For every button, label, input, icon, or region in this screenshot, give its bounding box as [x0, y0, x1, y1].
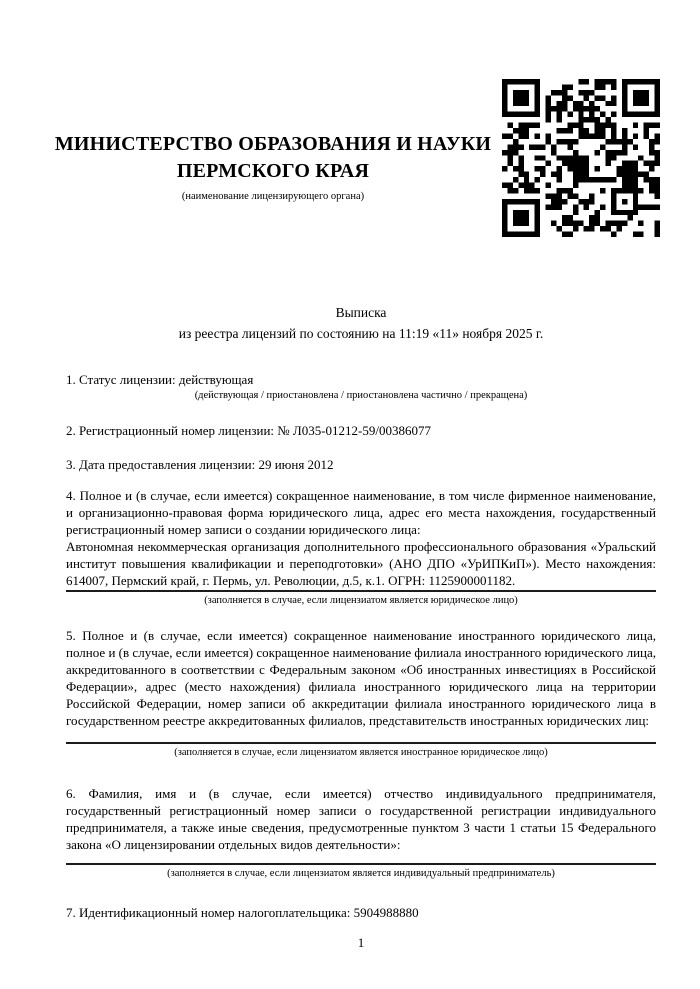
- document-body: [66, 302, 656, 951]
- field-2-registration-number: 2. Регистрационный номер лицензии: № Л035-01212-59/00386077: [66, 423, 432, 438]
- page-number: 1: [357, 935, 365, 950]
- field-6-question: 6. Фамилия, имя и (в случае, если имеется) отчество индивидуального предпринимателя, государственный регистрационный номер записи о государственной регистрации индивидуального предпринимателя, а также иные сведения, предусмотренные пунктом 3 части 1 статьи 15 Федерального закона «О лицензировании отдельных видов деятельности»:: [66, 786, 656, 852]
- qr-code: [502, 79, 660, 237]
- field-4-question: 4. Полное и (в случае, если имеется) сокращенное наименование, в том числе фирменное наименование, и организационно-правовая форма юридического лица, адрес его места нахождения, государственный регистрационный номер записи о создании юридического лица:: [66, 488, 656, 537]
- org-caption: (наименование лицензирующего органа): [181, 191, 365, 202]
- licensing-authority-header: [40, 131, 506, 203]
- field-5-answer: [66, 729, 656, 741]
- field-4-answer: Автономная некоммерческая организация дополнительного профессионального образования «Уральский институт повышения квалификации и переподготовки» (АНО ДПО «УрИПКиП»). Место нахождения: 614007, Пермский край, г. Пермь, ул. Революции, д.5, к.1. ОГРН: 1125900001182.: [66, 539, 656, 588]
- field-3-grant-date: 3. Дата предоставления лицензии: 29 июня 2012: [66, 457, 334, 472]
- field-6-individual-entrepreneur: [66, 785, 656, 880]
- field-5-foreign-entity: [66, 627, 656, 759]
- field-4-legal-entity: [66, 487, 656, 607]
- document-title: [66, 302, 656, 344]
- org-name: [40, 131, 506, 185]
- org-name-line2: ПЕРМСКОГО КРАЯ: [176, 160, 370, 182]
- field-1-status-options-caption: (действующая / приостановлена / приостановлена частично / прекращена): [194, 390, 528, 401]
- field-5-fill-rule: [66, 742, 656, 744]
- org-name-line1: МИНИСТЕРСТВО ОБРАЗОВАНИЯ И НАУКИ: [54, 133, 492, 155]
- field-1-license-status: 1. Статус лицензии: действующая: [66, 372, 254, 387]
- field-6-caption: (заполняется в случае, если лицензиатом является индивидуальный предприниматель): [167, 868, 555, 879]
- document-title-line2: из реестра лицензий по состоянию на 11:19 «11» ноября 2025 г.: [178, 326, 544, 341]
- field-6-fill-rule: [66, 863, 656, 865]
- field-5-caption: (заполняется в случае, если лицензиатом является иностранное юридическое лицо): [174, 747, 548, 758]
- field-7-taxpayer-id: 7. Идентификационный номер налогоплательщика: 5904988880: [66, 905, 419, 920]
- field-5-question: 5. Полное и (в случае, если имеется) сокращенное наименование иностранного юридического лица, полное и (в случае, если имеется) сокращенное наименование филиала иностранного юридического лица, аккредитованного в соответствии с Федеральным законом «Об иностранных инвестициях в Российской Федерации», адрес (место нахождения) филиала иностранного юридического лица на территории Российской Федерации, номер записи об аккредитации филиала иностранного юридического лица в государственном реестре аккредитованных филиалов, представительств иностранных юридических лиц:: [66, 628, 656, 728]
- field-4-fill-rule: [66, 590, 656, 592]
- field-4-caption: (заполняется в случае, если лицензиатом является юридическое лицо): [204, 595, 518, 606]
- document-title-line1: Выписка: [335, 305, 387, 320]
